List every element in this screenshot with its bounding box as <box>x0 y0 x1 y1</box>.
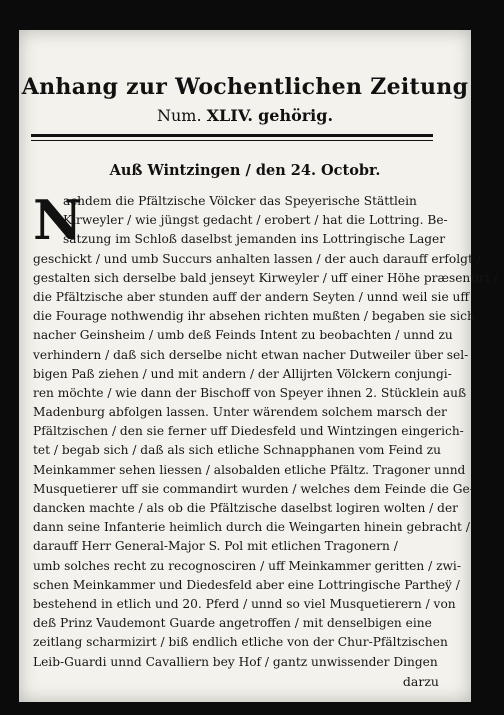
header-rule-thin <box>31 140 433 141</box>
article-line: schen Meinkammer und Diedesfeld aber eine Lottringische Partheÿ / <box>33 577 460 592</box>
issue-number-value: XLIV. <box>206 106 253 125</box>
article-line: bigen Paß ziehen / und mit andern / der Allijrten Völckern conjungi- <box>33 366 452 381</box>
article-line: gestalten sich derselbe bald jenseyt Kirweyler / uff einer Höhe præsentirt / <box>33 270 498 285</box>
article-line: Kirweyler / wie jüngst gedacht / erobert / hat die Lottring. Be- <box>63 213 448 228</box>
header-rule-thick <box>31 134 433 137</box>
article-line: geschickt / und umb Succurs anhalten lassen / der auch darauff erfolgt / <box>33 251 481 266</box>
page-title: Anhang zur Wochentlichen Zeitung <box>21 74 469 100</box>
article-line: nacher Geinsheim / umb deß Feinds Intent zu beobachten / unnd zu <box>33 328 453 343</box>
article-line: darauff Herr General-Major S. Pol mit etlichen Tragonern / <box>33 539 398 554</box>
article-line: ren möchte / wie dann der Bischoff von Speyer ihnen 2. Stücklein auß <box>33 385 467 400</box>
article-line: verhindern / daß sich derselbe nicht etwan nacher Dutweiler über sel- <box>33 347 469 362</box>
catchword: darzu <box>402 673 439 689</box>
issue-number-suffix: gehörig. <box>258 106 334 125</box>
article-line: satzung im Schloß daselbst jemanden ins Lottringische Lager <box>63 232 446 247</box>
drop-cap: N <box>33 188 83 252</box>
article-line: Musquetierer uff sie commandirt wurden / welches dem Feinde die Ge- <box>33 481 474 496</box>
newspaper-page <box>19 30 498 702</box>
article-line: zeitlang scharmizirt / biß endlich etliche von der Chur-Pfältzischen <box>33 635 448 650</box>
article-line: die Pfältzische aber stunden auff der andern Seyten / unnd weil sie uff <box>33 289 470 304</box>
article-line: dancken machte / als ob die Pfältzische daselbst logiren wolten / der <box>33 501 459 515</box>
article-line: dann seine Infanterie heimlich durch die Weingarten hinein gebracht / <box>33 520 470 535</box>
article-dateline: Auß Wintzingen / den 24. Octobr. <box>109 162 381 179</box>
article-body <box>33 188 498 691</box>
article-line: die Fourage nothwendig ihr absehen richten mußten / begaben sie sich <box>33 309 475 324</box>
article-line: tet / begab sich / daß als sich etliche Schnapphanen vom Feind zu <box>33 443 442 458</box>
article-line: umb solches recht zu recognosciren / uff Meinkammer geritten / zwi- <box>33 558 461 573</box>
issue-number <box>19 106 471 125</box>
article-line: achdem die Pfältzische Völcker das Speyerische Stättlein <box>63 194 417 208</box>
article-line: bestehend in etlich und 20. Pferd / unnd so viel Musquetierern / von <box>33 596 456 611</box>
issue-number-prefix: Num. <box>156 106 202 125</box>
article-line: Madenburg abfolgen lassen. Unter wärendem solchem marsch der <box>33 405 447 420</box>
article-line: deß Prinz Vaudemont Guarde angetroffen / mit denselbigen eine <box>33 616 432 631</box>
article-line: Leib-Guardi unnd Cavalliern bey Hof / gantz unwissender Dingen <box>33 654 438 669</box>
article-line: Pfältzischen / den sie ferner uff Diedesfeld und Wintzingen eingerich- <box>33 424 464 439</box>
article-line: Meinkammer sehen liessen / alsobalden etliche Pfältz. Tragoner unnd <box>33 462 466 477</box>
